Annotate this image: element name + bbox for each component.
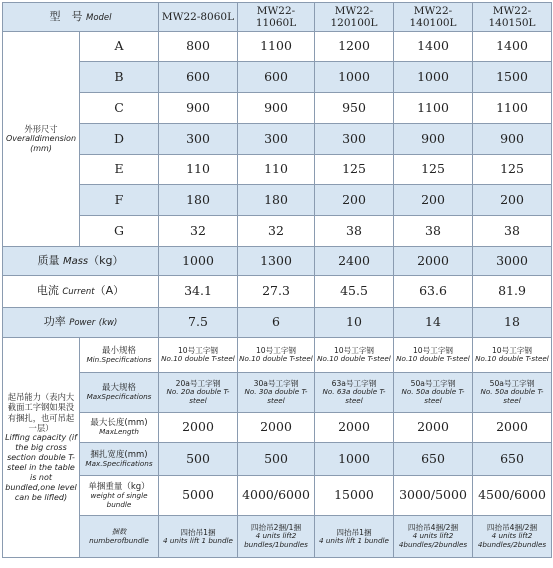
dimension-value: 600 <box>159 62 238 93</box>
dimension-value: 200 <box>473 185 552 216</box>
bundle-width-label-cn: 捆扎宽度(mm) <box>90 449 148 460</box>
dimension-value: 125 <box>315 155 394 185</box>
current-row <box>3 276 552 308</box>
spec-cn: 50a号工字钢 <box>410 379 456 389</box>
dimension-value: 1100 <box>238 32 315 62</box>
spec-en: No.10 double T-steel <box>396 354 470 364</box>
dimension-value: 125 <box>394 155 473 185</box>
dimension-row <box>3 155 552 185</box>
dimension-row <box>3 185 552 216</box>
dimension-row <box>3 32 552 62</box>
mass-label-cn: 质量 <box>37 253 60 267</box>
min-spec-value <box>238 338 315 373</box>
power-value: 14 <box>394 308 473 338</box>
bundle-width-value: 650 <box>473 443 552 476</box>
mass-row <box>3 247 552 276</box>
spec-cn: 10号工字钢 <box>177 346 219 356</box>
bundles-value <box>238 516 315 558</box>
min-spec-label-cn: 最小规格 <box>101 345 136 356</box>
model-name: MW22-120100L <box>315 3 394 32</box>
power-unit: (kw) <box>98 318 118 329</box>
bundle-width-value: 650 <box>394 443 473 476</box>
min-spec-value <box>473 338 552 373</box>
spec-cn: 50a号工字钢 <box>489 379 535 389</box>
bundle-weight-label-cn: 单捆重量（kg） <box>88 481 150 492</box>
bundle-weight-value: 3000/5000 <box>394 476 473 516</box>
power-value: 7.5 <box>159 308 238 338</box>
max-spec-value <box>159 373 238 413</box>
bundle-weight-value: 5000 <box>159 476 238 516</box>
power-value: 18 <box>473 308 552 338</box>
bundles-label <box>80 516 159 558</box>
min-spec-value <box>315 338 394 373</box>
spec-cn: 30a号工字钢 <box>253 379 299 389</box>
dimension-value: 800 <box>159 32 238 62</box>
power-value: 6 <box>238 308 315 338</box>
max-length-value: 2000 <box>238 413 315 443</box>
bundles-row <box>3 516 552 558</box>
dimension-key: A <box>80 32 159 62</box>
min-spec-value <box>159 338 238 373</box>
bundles-cn: 四抬吊4捆/2捆 <box>486 523 538 533</box>
spec-en: No.10 double T-steel <box>239 354 313 364</box>
bundle-width-value: 500 <box>238 443 315 476</box>
max-length-label-cn: 最大长度(mm) <box>90 418 148 429</box>
max-spec-value <box>238 373 315 413</box>
bundle-width-value: 500 <box>159 443 238 476</box>
overall-label-cn: 外形尺寸 <box>24 123 58 134</box>
max-length-label-en: MaxLength <box>99 427 139 437</box>
mass-value: 2400 <box>315 247 394 276</box>
dimension-row <box>3 93 552 124</box>
dimension-row <box>3 62 552 93</box>
dimension-row <box>3 124 552 155</box>
dimension-value: 300 <box>315 124 394 155</box>
bundle-weight-label-en: weight of single bundle <box>90 490 148 509</box>
power-label-cn: 功率 <box>43 315 66 329</box>
dimension-value: 200 <box>315 185 394 216</box>
dimension-value: 32 <box>159 216 238 247</box>
dimension-value: 110 <box>238 155 315 185</box>
dimension-value: 900 <box>473 124 552 155</box>
overall-label-en: Overalldimension <box>5 134 77 144</box>
bundles-cn: 四抬吊2捆/1捆 <box>250 523 302 533</box>
model-name: MW22-11060L <box>238 3 315 32</box>
dimension-value: 1100 <box>473 93 552 124</box>
power-value: 10 <box>315 308 394 338</box>
dimension-value: 1000 <box>315 62 394 93</box>
bundles-label-en: numberofbundle <box>89 535 149 545</box>
max-spec-value <box>394 373 473 413</box>
bundles-cn: 四抬吊1捆 <box>180 527 216 537</box>
mass-value: 1000 <box>159 247 238 276</box>
dimension-value: 1100 <box>394 93 473 124</box>
current-value: 63.6 <box>394 276 473 308</box>
spec-en: No. 50a double T-steel <box>480 387 544 406</box>
power-label-en: Power <box>69 318 96 329</box>
spec-en: No. 63a double T-steel <box>322 387 386 406</box>
current-label-cn: 电流 <box>36 284 59 298</box>
dimension-value: 600 <box>238 62 315 93</box>
bundles-value <box>159 516 238 558</box>
power-row <box>3 308 552 338</box>
min-spec-label-en: Min.Specifications <box>86 354 152 364</box>
overall-unit: (mm) <box>30 144 52 154</box>
mass-unit: （kg） <box>88 253 124 267</box>
mass-label <box>3 247 159 276</box>
dimension-value: 900 <box>238 93 315 124</box>
dimension-value: 38 <box>394 216 473 247</box>
dimension-value: 300 <box>159 124 238 155</box>
bundles-value <box>473 516 552 558</box>
lifting-label-en: Liffing capacity (if the big cross section double T-steel in the table is not bundled,one level can be lifled) <box>5 433 77 503</box>
bundles-value <box>394 516 473 558</box>
dimension-value: 1400 <box>473 32 552 62</box>
spec-table <box>2 2 552 558</box>
dimension-key: B <box>80 62 159 93</box>
dimension-value: 1400 <box>394 32 473 62</box>
bundle-width-label-en: Max.Specifications <box>85 458 153 468</box>
dimension-value: 38 <box>473 216 552 247</box>
min-spec-label <box>80 338 159 373</box>
model-label-en: Model <box>85 12 112 23</box>
max-length-value: 2000 <box>159 413 238 443</box>
dimension-value: 1000 <box>394 62 473 93</box>
dimension-key: F <box>80 185 159 216</box>
spec-en: No. 50a double T-steel <box>401 387 465 406</box>
max-length-row <box>3 413 552 443</box>
bundles-cn: 四抬吊1捆 <box>336 527 372 537</box>
dimension-value: 38 <box>315 216 394 247</box>
dimension-value: 180 <box>238 185 315 216</box>
bundles-value <box>315 516 394 558</box>
max-spec-label-cn: 最大规格 <box>101 383 136 394</box>
bundles-en: 4 units lift2 4bundles/2bundles <box>398 531 468 550</box>
model-name: MW22-8060L <box>159 3 238 32</box>
bundles-en: 4 units lift 1 bundle <box>163 535 233 545</box>
lifting-label-cn: 起吊能力（表内大截面工字钢如果没有捆扎，也可吊起一层） <box>7 391 75 433</box>
spec-cn: 10号工字钢 <box>333 346 375 356</box>
bundles-en: 4 units lift2 bundles/1bundles <box>244 531 308 550</box>
min-spec-row <box>3 338 552 373</box>
dimension-value: 125 <box>473 155 552 185</box>
spec-en: No.10 double T-steel <box>317 354 391 364</box>
mass-label-en: Mass <box>62 255 89 267</box>
mass-value: 3000 <box>473 247 552 276</box>
spec-en: No.10 double T-steel <box>475 354 549 364</box>
mass-value: 1300 <box>238 247 315 276</box>
dimension-value: 900 <box>394 124 473 155</box>
max-spec-value <box>315 373 394 413</box>
dimension-key: G <box>80 216 159 247</box>
max-length-value: 2000 <box>394 413 473 443</box>
max-spec-label-en: MaxSpecifications <box>86 392 152 402</box>
min-spec-value <box>394 338 473 373</box>
dimension-key: E <box>80 155 159 185</box>
spec-cn: 10号工字钢 <box>255 346 297 356</box>
bundles-en: 4 units lift 1 bundle <box>319 535 389 545</box>
dimension-value: 900 <box>159 93 238 124</box>
header-row <box>3 3 552 32</box>
model-name: MW22-140150L <box>473 3 552 32</box>
bundle-weight-value: 4500/6000 <box>473 476 552 516</box>
max-spec-label <box>80 373 159 413</box>
lifting-capacity-label <box>3 338 80 558</box>
spec-cn: 63a号工字钢 <box>331 379 377 389</box>
power-label <box>3 308 159 338</box>
bundle-weight-label <box>80 476 159 516</box>
current-value: 81.9 <box>473 276 552 308</box>
bundle-weight-value: 4000/6000 <box>238 476 315 516</box>
dimension-value: 1500 <box>473 62 552 93</box>
current-label <box>3 276 159 308</box>
model-name: MW22-140100L <box>394 3 473 32</box>
spec-en: No. 30a double T-steel <box>244 387 308 406</box>
current-label-en: Current <box>62 287 95 298</box>
current-unit: （A） <box>94 284 125 298</box>
dimension-value: 32 <box>238 216 315 247</box>
dimension-key: D <box>80 124 159 155</box>
max-length-value: 2000 <box>473 413 552 443</box>
overall-dimension-label <box>3 32 80 247</box>
current-value: 27.3 <box>238 276 315 308</box>
dimension-value: 180 <box>159 185 238 216</box>
bundles-label-cn: 捆数 <box>111 526 127 536</box>
model-header-cell <box>3 3 159 32</box>
model-label-cn: 型 号 <box>49 9 83 23</box>
max-length-value: 2000 <box>315 413 394 443</box>
bundle-width-row <box>3 443 552 476</box>
max-length-label <box>80 413 159 443</box>
dimension-value: 950 <box>315 93 394 124</box>
dimension-row <box>3 216 552 247</box>
bundle-weight-value: 15000 <box>315 476 394 516</box>
dimension-value: 110 <box>159 155 238 185</box>
max-spec-value <box>473 373 552 413</box>
mass-value: 2000 <box>394 247 473 276</box>
spec-en: No. 20a double T-steel <box>166 387 230 406</box>
max-spec-row <box>3 373 552 413</box>
current-value: 34.1 <box>159 276 238 308</box>
bundle-weight-row <box>3 476 552 516</box>
dimension-value: 200 <box>394 185 473 216</box>
current-value: 45.5 <box>315 276 394 308</box>
dimension-key: C <box>80 93 159 124</box>
spec-cn: 10号工字钢 <box>412 346 454 356</box>
dimension-value: 300 <box>238 124 315 155</box>
spec-cn: 20a号工字钢 <box>175 379 221 389</box>
bundles-en: 4 units lift2 4bundles/2bundles <box>477 531 547 550</box>
dimension-value: 1200 <box>315 32 394 62</box>
spec-cn: 10号工字钢 <box>491 346 533 356</box>
bundle-width-value: 1000 <box>315 443 394 476</box>
bundle-width-label <box>80 443 159 476</box>
bundles-cn: 四抬吊4捆/2捆 <box>407 523 459 533</box>
spec-en: No.10 double T-steel <box>161 354 235 364</box>
